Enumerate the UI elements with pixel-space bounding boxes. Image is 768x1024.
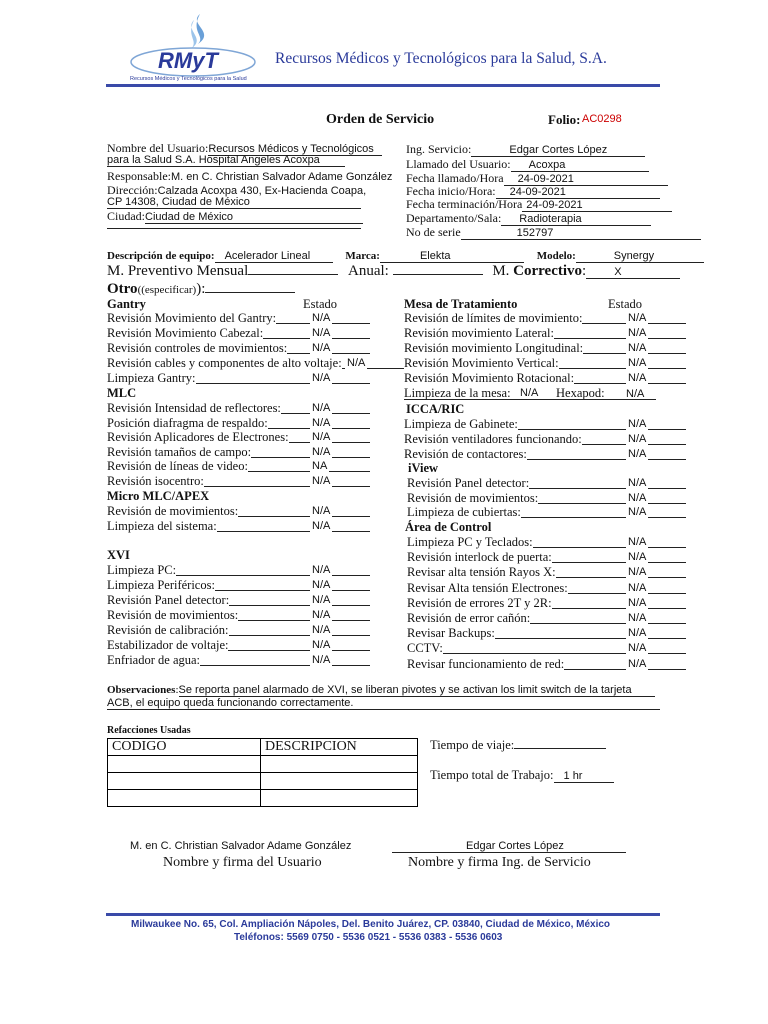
direccion-line2	[107, 196, 361, 209]
checklist-row	[107, 430, 289, 445]
checklist-label: Estabilizador de voltaje:	[107, 638, 229, 652]
observaciones-line1: Se reporta panel alarmado de XVI, se liberan pivotes y se activan los limit switch de la tarjeta	[179, 684, 655, 697]
llamado-row	[406, 157, 649, 172]
checklist-label: Revisión de movimientos:	[107, 504, 239, 518]
checklist-row	[107, 356, 342, 371]
checklist-label: Revisión de errores 2T y 2R:	[407, 595, 552, 610]
checklist-row	[407, 596, 552, 611]
checklist-label: Revisión Movimiento Rotacional:	[404, 371, 575, 385]
checklist-row	[407, 611, 530, 626]
checklist-row	[107, 638, 228, 653]
checklist-row	[404, 432, 582, 447]
checklist-value: N/A	[628, 491, 647, 504]
ciudad-label: Ciudad:	[107, 209, 145, 223]
checklist-value: N/A	[628, 477, 647, 489]
fecha-inicio-value: 24-09-2021	[496, 186, 660, 199]
refacciones-title: Refacciones Usadas	[107, 725, 191, 736]
checklist-label: Revisión movimiento Lateral:	[404, 326, 554, 340]
col-codigo: CODIGO	[108, 739, 261, 756]
checklist-value: N/A	[628, 433, 647, 445]
checklist-row	[404, 447, 527, 462]
checklist-value: N/A	[628, 448, 647, 460]
logo-subtext: Recursos Médicos y Tecnológicos para la Salud	[130, 76, 247, 82]
usuario-value: Recursos Médicos y Tecnológicos	[208, 143, 382, 156]
refacciones-table	[107, 738, 418, 807]
checklist-row	[404, 371, 574, 386]
checklist-label: Limpieza PC y Teclados:	[407, 535, 533, 549]
section-title: Área de Control	[405, 520, 492, 534]
checklist-label: Revisión Movimiento Vertical:	[404, 356, 559, 370]
firma-usuario-name: M. en C. Christian Salvador Adame González	[130, 840, 352, 852]
checklist-value: N/A	[312, 624, 331, 636]
company-name: Recursos Médicos y Tecnológicos para la Salud, S.A.	[275, 50, 607, 67]
checklist-value: N/A	[347, 357, 366, 369]
table-header-row	[108, 739, 418, 756]
mensual-label: Mensual	[196, 263, 249, 279]
checklist-value: N/A	[628, 357, 647, 369]
checklist-label: Revisión Movimiento Cabezal:	[107, 326, 264, 340]
checklist-label: Revisar alta tensión Rayos X:	[407, 565, 556, 580]
checklist-value: N/A	[312, 564, 331, 576]
ing-label: Ing. Servicio:	[406, 142, 472, 156]
usuario-label: Nombre del Usuario:	[107, 141, 209, 155]
checklist-label: Limpieza Gantry:	[107, 371, 196, 385]
logo-text: RMyT	[158, 48, 218, 73]
tiempo-total-value: 1 hr	[554, 770, 614, 783]
checklist-row	[407, 641, 443, 656]
checklist-row	[107, 326, 263, 341]
direccion-value-2: CP 14308, Ciudad de México	[107, 196, 361, 209]
checklist-value: N/A	[628, 506, 647, 518]
checklist-value: N/A	[312, 505, 331, 517]
checklist-label: CCTV:	[407, 641, 443, 656]
checklist-value: NA	[312, 460, 328, 473]
checklist-row	[404, 341, 583, 356]
checklist-row	[107, 519, 217, 534]
observaciones-label: Observaciones	[107, 684, 176, 696]
checklist-row	[107, 563, 176, 578]
firma-usuario-caption: Nombre y firma del Usuario	[163, 855, 322, 870]
table-row	[108, 773, 418, 790]
tiempo-total-label: Tiempo total de Trabajo:	[430, 768, 554, 782]
checklist-value: N/A	[312, 609, 331, 621]
checklist-row	[404, 356, 559, 371]
fecha-term-label: Fecha terminación/Hora	[406, 197, 523, 211]
page-title: Orden de Servicio	[326, 112, 435, 127]
checklist-row	[407, 550, 552, 565]
observaciones-row-2	[107, 697, 660, 710]
checklist-label: Revisión de contactores:	[404, 447, 527, 461]
checklist-value: N/A	[312, 416, 331, 429]
checklist-row	[404, 417, 518, 432]
checklist-row	[107, 474, 204, 489]
checklist-value: N/A	[628, 612, 647, 624]
otro-suffix: ):	[196, 281, 206, 297]
checklist-label: Revisar Backups:	[407, 626, 495, 641]
checklist-value: N/A	[312, 372, 331, 384]
checklist-row	[107, 341, 287, 356]
checklist-value: N/A	[312, 445, 331, 458]
responsable-value: M. en C. Christian Salvador Adame González	[171, 171, 393, 183]
checklist-row	[107, 623, 229, 638]
checklist-label: Revisión Panel detector:	[407, 476, 530, 490]
limpieza-mesa-value: N/A	[520, 387, 539, 399]
checklist-row	[407, 535, 533, 550]
fecha-term-value: 24-09-2021	[522, 199, 672, 212]
marca-value: Elekta	[380, 250, 524, 263]
checklist-label: Revisión de líneas de video:	[107, 459, 248, 474]
table-cell	[108, 773, 261, 790]
checklist-value: N/A	[312, 579, 331, 591]
checklist-value: N/A	[312, 312, 331, 324]
checklist-value: N/A	[312, 327, 331, 339]
checklist-row	[107, 653, 200, 668]
checklist-label: Revisar funcionamiento de red:	[407, 656, 565, 671]
section-title: Micro MLC/APEX	[107, 489, 210, 503]
checklist-label: Revisión Movimiento del Gantry:	[107, 311, 277, 325]
checklist-row	[107, 416, 268, 431]
company-logo	[128, 10, 258, 90]
checklist-row	[107, 311, 276, 326]
checklist-row	[107, 459, 248, 474]
table-cell	[261, 756, 418, 773]
checklist-row	[404, 326, 554, 341]
serie-value: 152797	[461, 227, 701, 240]
desc-equipo-label: Descripción de equipo:	[107, 250, 215, 262]
usuario-value-2: para la Salud S.A. Hospital Angeles Acoxpa	[107, 154, 345, 167]
checklist-label: Revisión de límites de movimiento:	[404, 311, 583, 325]
tiempo-viaje-label: Tiempo de viaje:	[430, 738, 515, 752]
checklist-row	[407, 581, 568, 596]
checklist-row	[107, 593, 229, 608]
folio-label: Folio:	[548, 112, 581, 127]
checklist-value: N/A	[628, 372, 647, 384]
anual-label: Anual:	[348, 263, 389, 279]
checklist-label: Revisión controles de movimientos:	[107, 341, 288, 355]
table-cell	[108, 790, 261, 807]
ciudad-row	[107, 209, 363, 224]
checklist-label: Revisión ventiladores funcionando:	[404, 432, 582, 446]
correctivo-prefix: M.	[492, 263, 510, 279]
checklist-value: N/A	[628, 596, 647, 609]
checklist-label: Revisión de error cañón:	[407, 611, 531, 625]
section-title: XVI	[107, 548, 130, 562]
checklist-label: Limpieza del sistema:	[107, 519, 217, 533]
checklist-value: N/A	[628, 551, 647, 564]
checklist-label: Revisar Alta tensión Electrones:	[407, 580, 568, 595]
checklist-value: N/A	[312, 639, 331, 651]
equipo-row	[107, 250, 704, 263]
observaciones-line2: ACB, el equipo queda funcionando correctamente.	[107, 697, 660, 710]
responsable-label: Responsable:	[107, 169, 171, 183]
hexapod-line	[404, 399, 656, 400]
checklist-label: Limpieza de cubiertas:	[407, 505, 521, 519]
ing-value: Edgar Cortes López	[471, 144, 645, 157]
fecha-term-row	[406, 197, 672, 212]
checklist-value: N/A	[628, 312, 647, 324]
checklist-value: N/A	[628, 536, 647, 548]
checklist-label: Revisión de movimientos:	[107, 608, 239, 622]
header-divider	[106, 84, 660, 87]
ing-row	[406, 142, 645, 157]
tiempo-total-row	[430, 768, 614, 783]
checklist-row	[107, 608, 238, 623]
checklist-value: N/A	[312, 342, 331, 354]
table-cell	[108, 756, 261, 773]
modelo-label: Modelo:	[536, 250, 576, 262]
checklist-value: N/A	[312, 594, 331, 606]
marca-label: Marca:	[345, 250, 380, 262]
depto-value: Radioterapia	[501, 213, 651, 226]
checklist-label: Revisión Aplicadores de Electrones:	[107, 430, 289, 445]
modelo-value: Synergy	[576, 250, 704, 263]
direccion-label: Dirección:	[107, 183, 158, 197]
fecha-inicio-label: Fecha inicio/Hora:	[406, 184, 496, 198]
checklist-label: Enfriador de agua:	[107, 653, 201, 667]
depto-row	[406, 211, 651, 226]
table-cell	[261, 790, 418, 807]
checklist-value: N/A	[628, 566, 647, 579]
checklist-label: Revisión tamaños de campo:	[107, 444, 252, 459]
serie-row	[406, 225, 701, 240]
folio-value: AC0298	[582, 113, 622, 125]
checklist-value: N/A	[312, 431, 331, 444]
checklist-value: N/A	[628, 342, 647, 354]
checklist-row	[407, 476, 529, 491]
preventivo-label: M. Preventivo	[107, 263, 193, 279]
checklist-value: N/A	[312, 475, 331, 487]
desc-equipo-value: Acelerador Lineal	[215, 250, 333, 263]
footer-divider	[106, 913, 660, 916]
firma-ing-name: Edgar Cortes López	[392, 840, 626, 853]
checklist-value: N/A	[628, 327, 647, 339]
checklist-row	[107, 504, 238, 519]
ciudad-value: Ciudad de México	[145, 211, 363, 224]
checklist-label: Revisión de movimientos:	[407, 490, 539, 505]
checklist-row	[107, 401, 281, 416]
limpieza-mesa-label: Limpieza de la mesa:	[404, 386, 511, 400]
checklist-value: N/A	[628, 418, 647, 430]
usuario-line2	[107, 154, 345, 167]
otro-row: Otro((especificar)):	[107, 281, 295, 298]
blank-line	[107, 228, 361, 229]
section-title: iView	[408, 461, 439, 475]
fecha-llamado-value: 24-09-2021	[504, 173, 668, 186]
hexapod-label: Hexapod:	[556, 386, 605, 400]
checklist-value: N/A	[312, 520, 331, 532]
serie-label: No de serie	[406, 225, 461, 239]
estado-header: Estado	[608, 297, 643, 311]
checklist-label: Revisión de calibración:	[107, 623, 229, 637]
otro-spec: (especificar)	[141, 284, 197, 296]
checklist-value: N/A	[312, 402, 331, 414]
checklist-row	[107, 578, 215, 593]
depto-label: Departamento/Sala:	[406, 211, 502, 225]
checklist-label: Limpieza Periféricos:	[107, 578, 215, 592]
checklist-row	[407, 626, 495, 641]
footer-phones: Teléfonos: 5569 0750 - 5536 0521 - 5536 0383 - 5536 0603	[234, 932, 503, 943]
checklist-value: N/A	[628, 657, 647, 670]
table-row	[108, 756, 418, 773]
checklist-value: N/A	[628, 581, 647, 594]
checklist-label: Revisión Intensidad de reflectores:	[107, 401, 281, 415]
checklist-label: Limpieza de Gabinete:	[404, 417, 518, 431]
llamado-value: Acoxpa	[511, 159, 649, 172]
responsable-row	[107, 169, 392, 184]
checklist-row	[407, 505, 521, 520]
mantenimiento-row: M. Preventivo Mensual Anual: M. Correctivo: X	[107, 263, 680, 280]
checklist-label: Posición diafragma de respaldo:	[107, 415, 268, 430]
checklist-value: N/A	[628, 642, 647, 655]
observaciones-row: Observaciones:Se reporta panel alarmado de XVI, se liberan pivotes y se activan los limit switch de la tarjeta	[107, 684, 655, 697]
section-title: Mesa de Tratamiento	[404, 297, 518, 311]
section-title: ICCA/RIC	[406, 402, 465, 416]
otro-label: Otro	[107, 281, 138, 297]
checklist-value: N/A	[628, 627, 647, 640]
firma-ing-row	[392, 840, 626, 853]
checklist-value: N/A	[312, 654, 331, 666]
fecha-llamado-label: Fecha llamado/Hora	[406, 171, 504, 185]
firma-ing-caption: Nombre y firma Ing. de Servicio	[408, 855, 591, 870]
checklist-row	[404, 311, 582, 326]
estado-header: Estado	[303, 297, 338, 311]
llamado-label: Llamado del Usuario:	[406, 157, 511, 171]
correctivo-label: Correctivo	[513, 263, 583, 279]
checklist-row	[407, 657, 564, 672]
checklist-row	[407, 565, 556, 580]
checklist-row	[107, 371, 196, 386]
hexapod-value: N/A	[626, 388, 645, 400]
table-row	[108, 790, 418, 807]
footer-address: Milwaukee No. 65, Col. Ampliación Nápoles, Del. Benito Juárez, CP. 03840, Ciudad de México, México	[131, 919, 611, 930]
checklist-label: Limpieza PC:	[107, 563, 177, 577]
table-cell	[261, 773, 418, 790]
checklist-row	[107, 445, 251, 460]
section-title: Gantry	[107, 297, 146, 311]
tiempo-viaje-row	[430, 738, 606, 753]
correctivo-value: X	[586, 266, 680, 279]
checklist-row	[407, 491, 538, 506]
col-descripcion: DESCRIPCION	[261, 739, 418, 756]
checklist-label: Revisión cables y componentes de alto voltaje:	[107, 356, 342, 370]
section-title: MLC	[107, 386, 137, 400]
direccion-value: Calzada Acoxpa 430, Ex-Hacienda Coapa,	[157, 185, 367, 197]
checklist-label: Revisión isocentro:	[107, 474, 204, 488]
checklist-label: Revisión movimiento Longitudinal:	[404, 341, 584, 355]
checklist-label: Revisión Panel detector:	[107, 593, 230, 607]
checklist-label: Revisión interlock de puerta:	[407, 550, 552, 565]
